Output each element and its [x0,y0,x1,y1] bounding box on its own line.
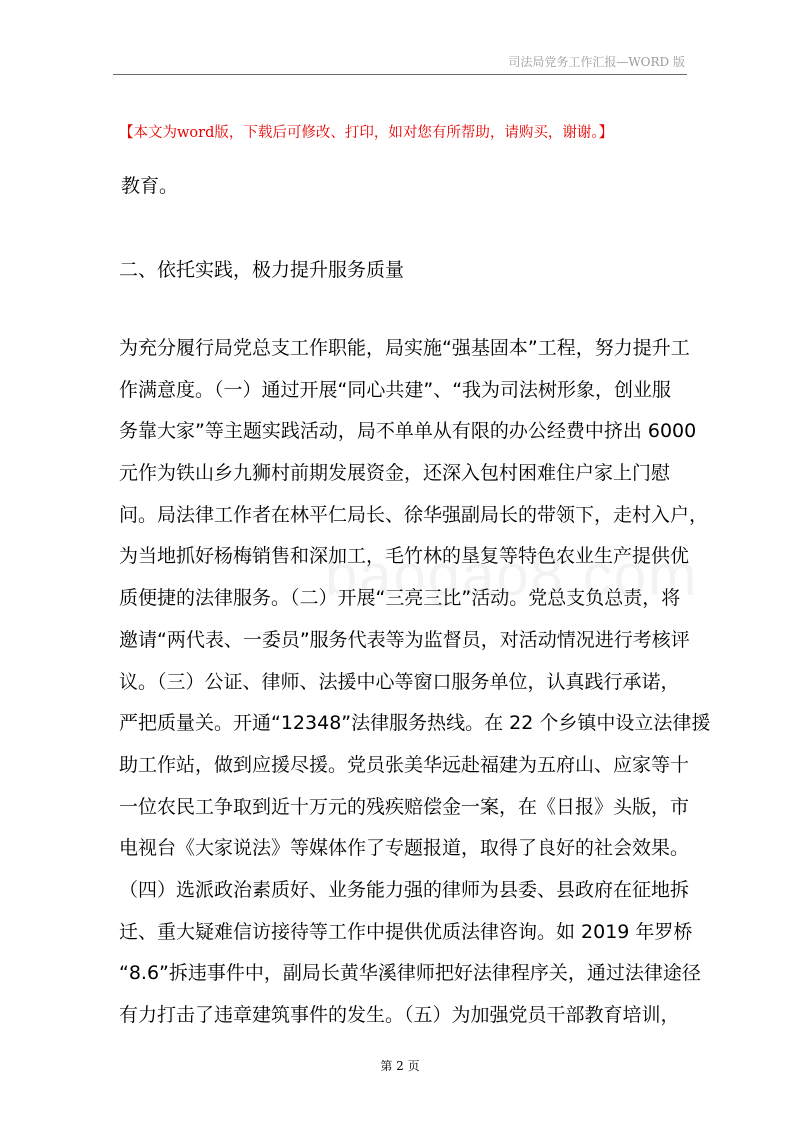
body-line: 元作为铁山乡九狮村前期发展资金，还深入包村困难住户家上门慰 [119,462,671,485]
body-line: 迁、重大疑难信访接待等工作中提供优质法律咨询。如 2019 年罗桥 [119,920,693,943]
header-divider [113,74,687,75]
body-line: 电视台《大家说法》等媒体作了专题报道，取得了良好的社会效果。 [119,837,690,860]
body-line: 议。（三）公证、律师、法援中心等窗口服务单位，认真践行承诺， [119,670,680,693]
body-line: （四）选派政治素质好、业务能力强的律师为县委、县政府在征地拆 [119,878,690,901]
body-line: 质便捷的法律服务。（二）开展“三亮三比”活动。党总支负总责，将 [119,587,681,610]
body-line: 严把质量关。开通“12348”法律服务热线。在 22 个乡镇中设立法律援 [119,712,711,735]
body-line: 务靠大家”等主题实践活动，局不单单从有限的办公经费中挤出 6000 [119,420,697,443]
body-line: 问。局法律工作者在林平仁局长、徐华强副局长的带领下，走村入户， [119,503,709,526]
promo-notice: 【本文为word版，下载后可修改、打印，如对您有所帮助，请购买，谢谢。】 [119,125,614,141]
body-line: 为当地抓好杨梅销售和深加工，毛竹林的垦复等特色农业生产提供优 [119,545,690,568]
body-line: 一位农民工争取到近十万元的残疾赔偿金一案，在《日报》头版，市 [119,795,690,818]
body-paragraph [119,328,711,1037]
header-title: 司法局党务工作汇报—WORD 版 [508,55,685,69]
page-number: 第 2 页 [380,1059,420,1073]
section-heading: 二、依托实践，极力提升服务质量 [119,259,405,281]
body-line: 助工作站，做到应援尽援。党员张美华远赴福建为五府山、应家等十 [119,753,690,776]
body-line: 作满意度。（一）通过开展“同心共建”、“我为司法树形象，创业服 [119,378,672,401]
body-line: 有力打击了违章建筑事件的发生。（五）为加强党员干部教育培训， [119,1004,680,1026]
intro-word: 教育。 [121,175,179,197]
body-line: “8.6”拆违事件中，副局长黄华溪律师把好法律程序关，通过法律途径 [119,962,701,985]
body-line: 为充分履行局党总支工作职能，局实施“强基固本”工程，努力提升工 [119,337,690,359]
body-line: 邀请“两代表、一委员”服务代表等为监督员，对活动情况进行考核评 [119,628,690,651]
